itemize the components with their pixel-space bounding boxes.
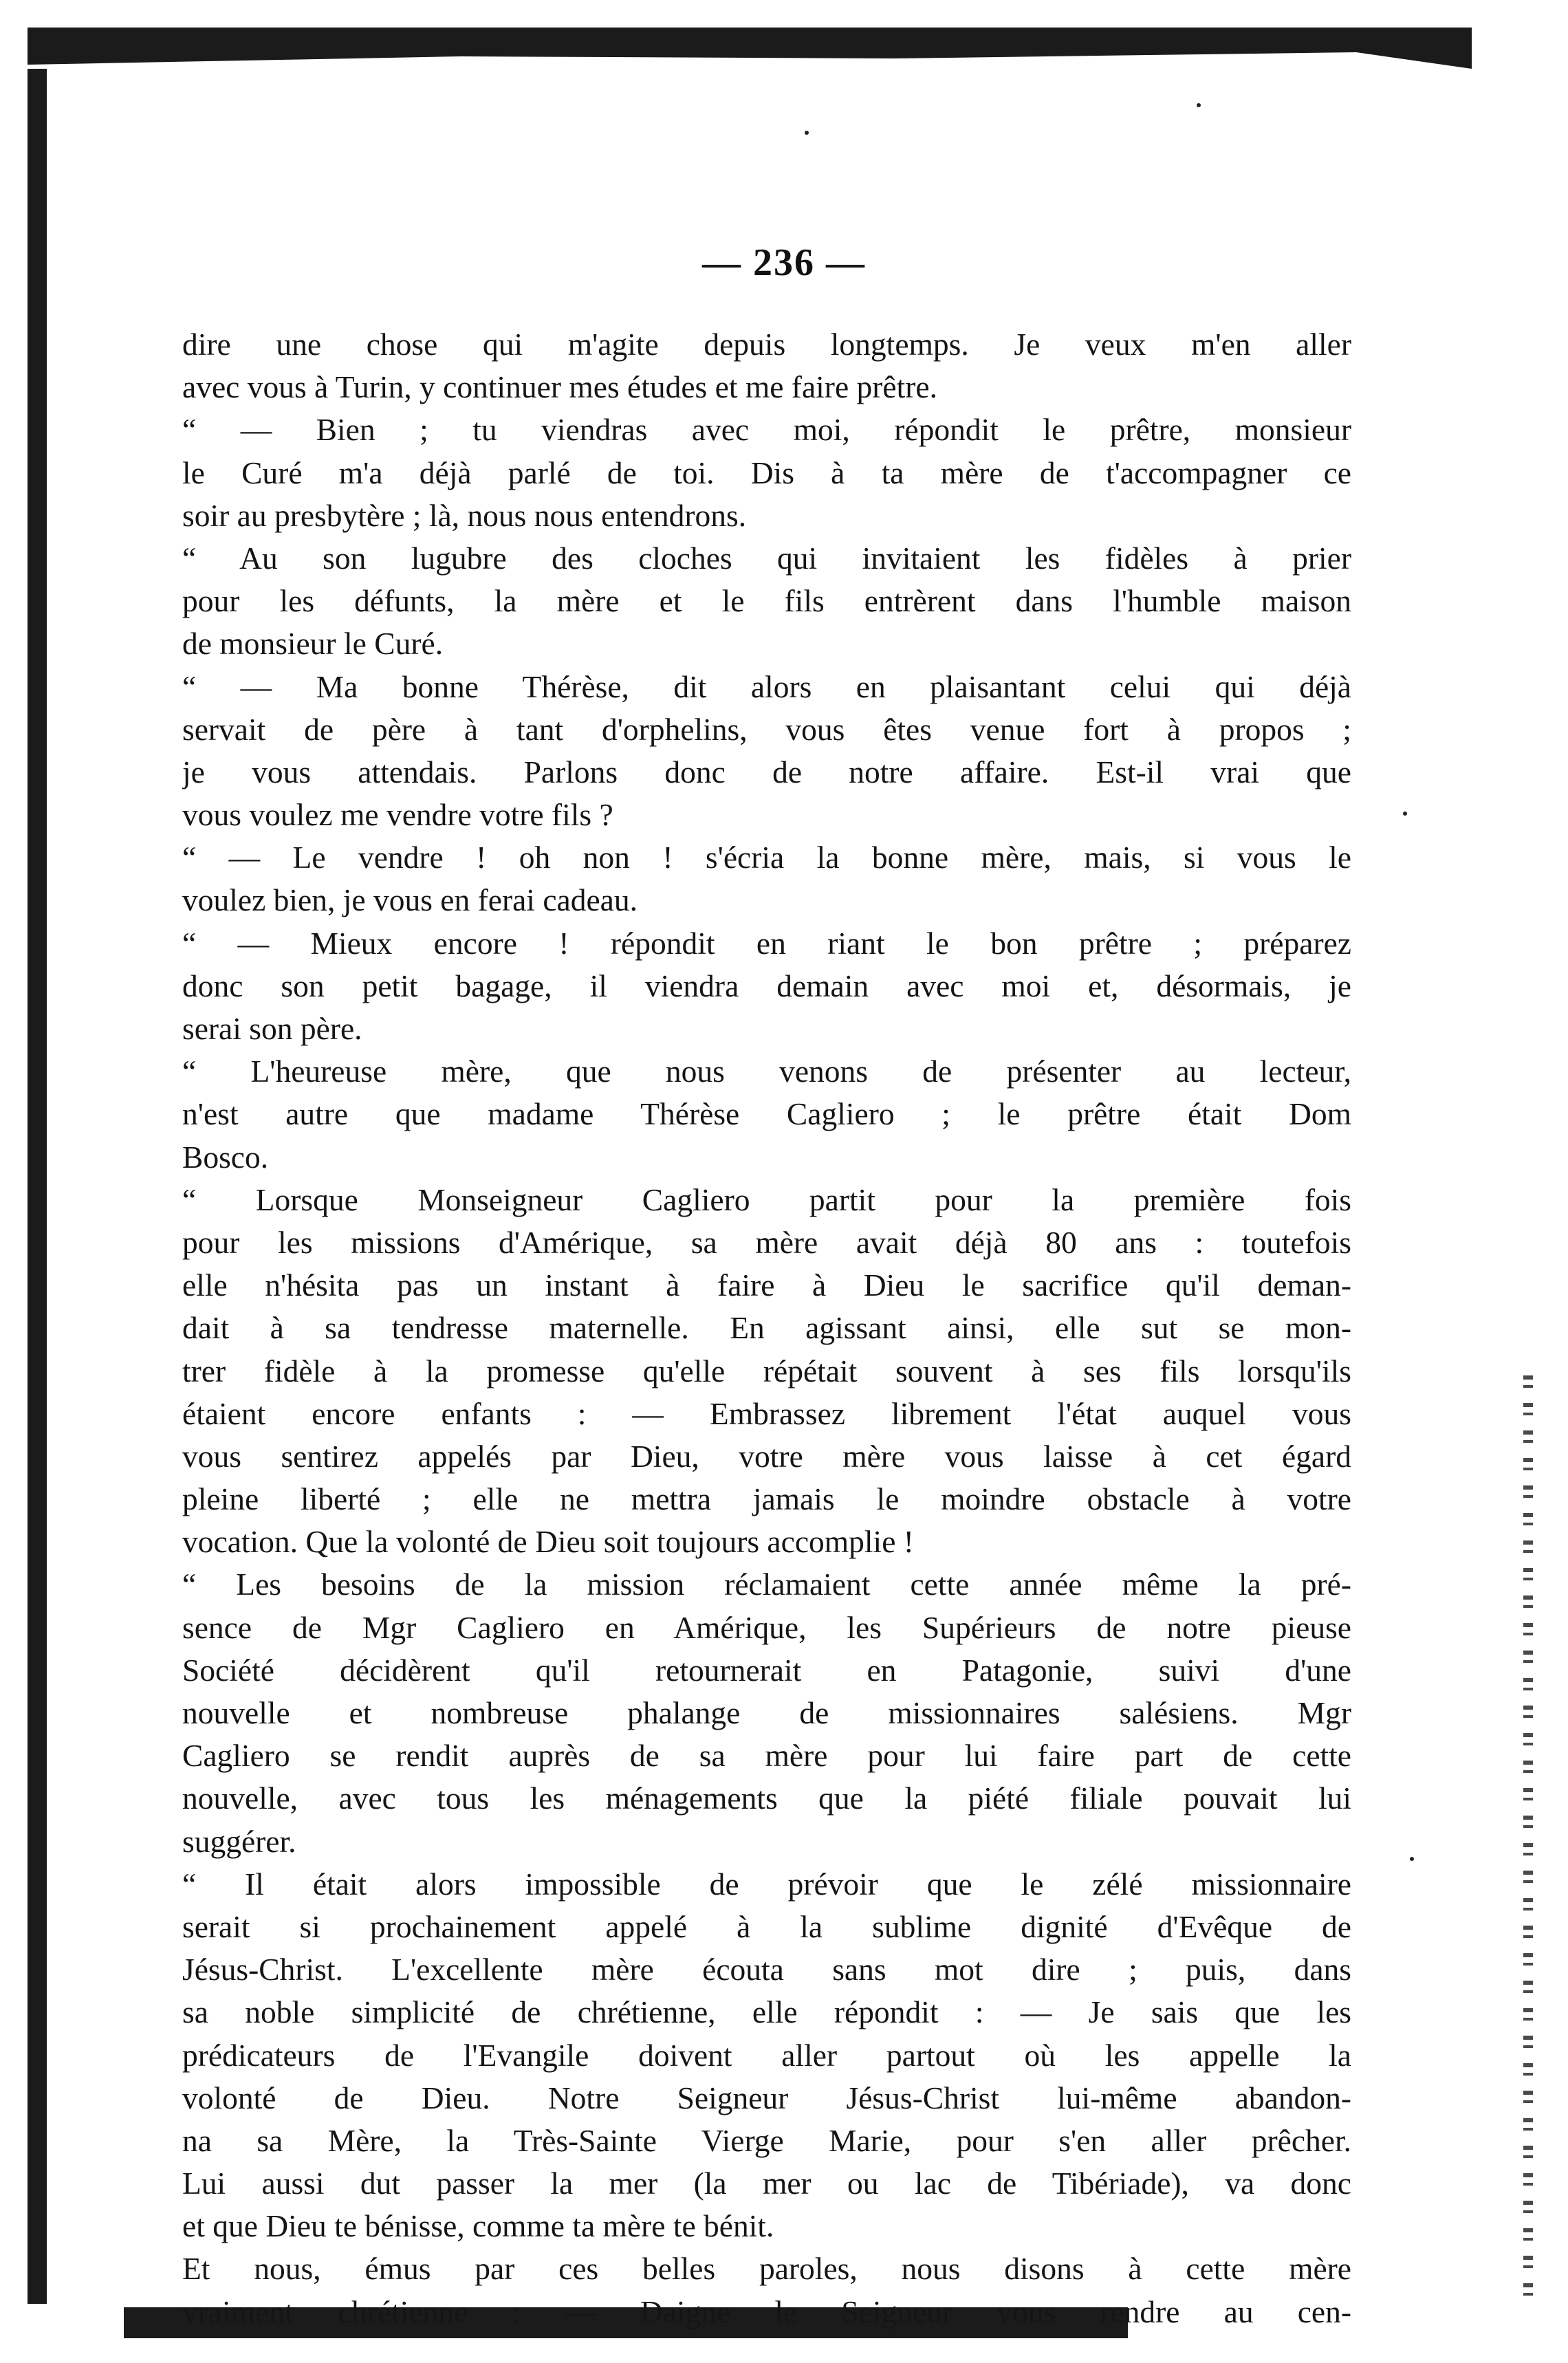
body-text: [182, 323, 1351, 2333]
text-line: de monsieur le Curé.: [182, 626, 444, 662]
text-line: “ L'heureuse mère, que nous venons de présenter au lecteur,: [182, 1054, 1351, 1089]
text-line: nouvelle, avec tous les ménagements que la piété filiale pouvait lui: [182, 1781, 1351, 1816]
text-line: Jésus-Christ. L'excellente mère écouta sans mot dire ; puis, dans: [182, 1952, 1351, 1988]
text-line: pour les missions d'Amérique, sa mère avait déjà 80 ans : toutefois: [182, 1224, 1351, 1260]
text-line: vocation. Que la volonté de Dieu soit toujours accomplie !: [182, 1524, 914, 1560]
text-line: vraiment chrétienne : — Daigne le Seigneur vous rendre au cen-: [182, 2294, 1351, 2329]
text-line: “ Au son lugubre des cloches qui invitaient les fidèles à prier: [182, 540, 1351, 576]
scan-border-top: [28, 28, 1472, 69]
text-line: pleine liberté ; elle ne mettra jamais le moindre obstacle à votre: [182, 1481, 1351, 1517]
text-line: vous sentirez appelés par Dieu, votre mère vous laisse à cet égard: [182, 1438, 1351, 1474]
text-line: Bosco.: [182, 1139, 269, 1175]
text-line: suggérer.: [182, 1823, 296, 1859]
text-line: sa noble simplicité de chrétienne, elle répondit : — Je sais que les: [182, 1994, 1351, 2030]
text-line: pour les défunts, la mère et le fils entrèrent dans l'humble maison: [182, 583, 1351, 619]
text-line: nouvelle et nombreuse phalange de missionnaires salésiens. Mgr: [182, 1695, 1351, 1730]
text-line: elle n'hésita pas un instant à faire à Dieu le sacrifice qu'il deman-: [182, 1267, 1351, 1303]
text-line: “ Il était alors impossible de prévoir que le zélé missionnaire: [182, 1866, 1351, 1902]
text-line: trer fidèle à la promesse qu'elle répétait souvent à ses fils lorsqu'ils: [182, 1353, 1351, 1389]
text-line: étaient encore enfants : — Embrassez librement l'état auquel vous: [182, 1395, 1351, 1431]
scan-speck: [1410, 1857, 1414, 1861]
scan-noise-right: [1523, 1375, 1533, 2311]
text-line: servait de père à tant d'orphelins, vous êtes venue fort à propos ;: [182, 711, 1351, 747]
text-line: dire une chose qui m'agite depuis longtemps. Je veux m'en aller: [182, 327, 1351, 362]
text-line: avec vous à Turin, y continuer mes études et me faire prêtre.: [182, 369, 937, 405]
text-line: “ — Le vendre ! oh non ! s'écria la bonne mère, mais, si vous le: [182, 840, 1351, 875]
scan-speck: [1403, 812, 1407, 816]
scan-speck: [805, 131, 809, 135]
text-line: serait si prochainement appelé à la sublime dignité d'Evêque de: [182, 1908, 1351, 1944]
text-line: vous voulez me vendre votre fils ?: [182, 797, 613, 833]
text-line: voulez bien, je vous en ferai cadeau.: [182, 882, 638, 918]
text-line: “ — Mieux encore ! répondit en riant le bon prêtre ; préparez: [182, 925, 1351, 961]
text-line: “ Les besoins de la mission réclamaient cette année même la pré-: [182, 1567, 1351, 1602]
text-line: sence de Mgr Cagliero en Amérique, les Supérieurs de notre pieuse: [182, 1609, 1351, 1645]
text-line: “ — Ma bonne Thérèse, dit alors en plaisantant celui qui déjà: [182, 668, 1351, 704]
text-line: na sa Mère, la Très-Sainte Vierge Marie, pour s'en aller prêcher.: [182, 2122, 1351, 2158]
text-line: volonté de Dieu. Notre Seigneur Jésus-Christ lui-même abandon-: [182, 2080, 1351, 2115]
text-line: “ Lorsque Monseigneur Cagliero partit pour la première fois: [182, 1182, 1351, 1217]
text-line: je vous attendais. Parlons donc de notre affaire. Est-il vrai que: [182, 754, 1351, 790]
text-line: Et nous, émus par ces belles paroles, nous disons à cette mère: [182, 2251, 1351, 2287]
page-number: — 236 —: [702, 241, 866, 284]
scan-border-left: [28, 69, 47, 2304]
text-line: le Curé m'a déjà parlé de toi. Dis à ta mère de t'accompagner ce: [182, 455, 1351, 490]
text-line: n'est autre que madame Thérèse Cagliero ; le prêtre était Dom: [182, 1096, 1351, 1132]
text-line: soir au presbytère ; là, nous nous entendrons.: [182, 497, 747, 533]
text-line: prédicateurs de l'Evangile doivent aller partout où les appelle la: [182, 2037, 1351, 2073]
text-line: et que Dieu te bénisse, comme ta mère te bénit.: [182, 2208, 774, 2244]
text-line: Cagliero se rendit auprès de sa mère pour lui faire part de cette: [182, 1738, 1351, 1774]
text-line: donc son petit bagage, il viendra demain avec moi et, désormais, je: [182, 968, 1351, 1003]
text-line: Lui aussi dut passer la mer (la mer ou lac de Tibériade), va donc: [182, 2166, 1351, 2201]
scan-speck: [1197, 103, 1201, 107]
text-line: Société décidèrent qu'il retournerait en Patagonie, suivi d'une: [182, 1652, 1351, 1688]
text-line: “ — Bien ; tu viendras avec moi, répondit le prêtre, monsieur: [182, 412, 1351, 448]
text-line: serai son père.: [182, 1011, 362, 1046]
text-line: dait à sa tendresse maternelle. En agissant ainsi, elle sut se mon-: [182, 1310, 1351, 1346]
